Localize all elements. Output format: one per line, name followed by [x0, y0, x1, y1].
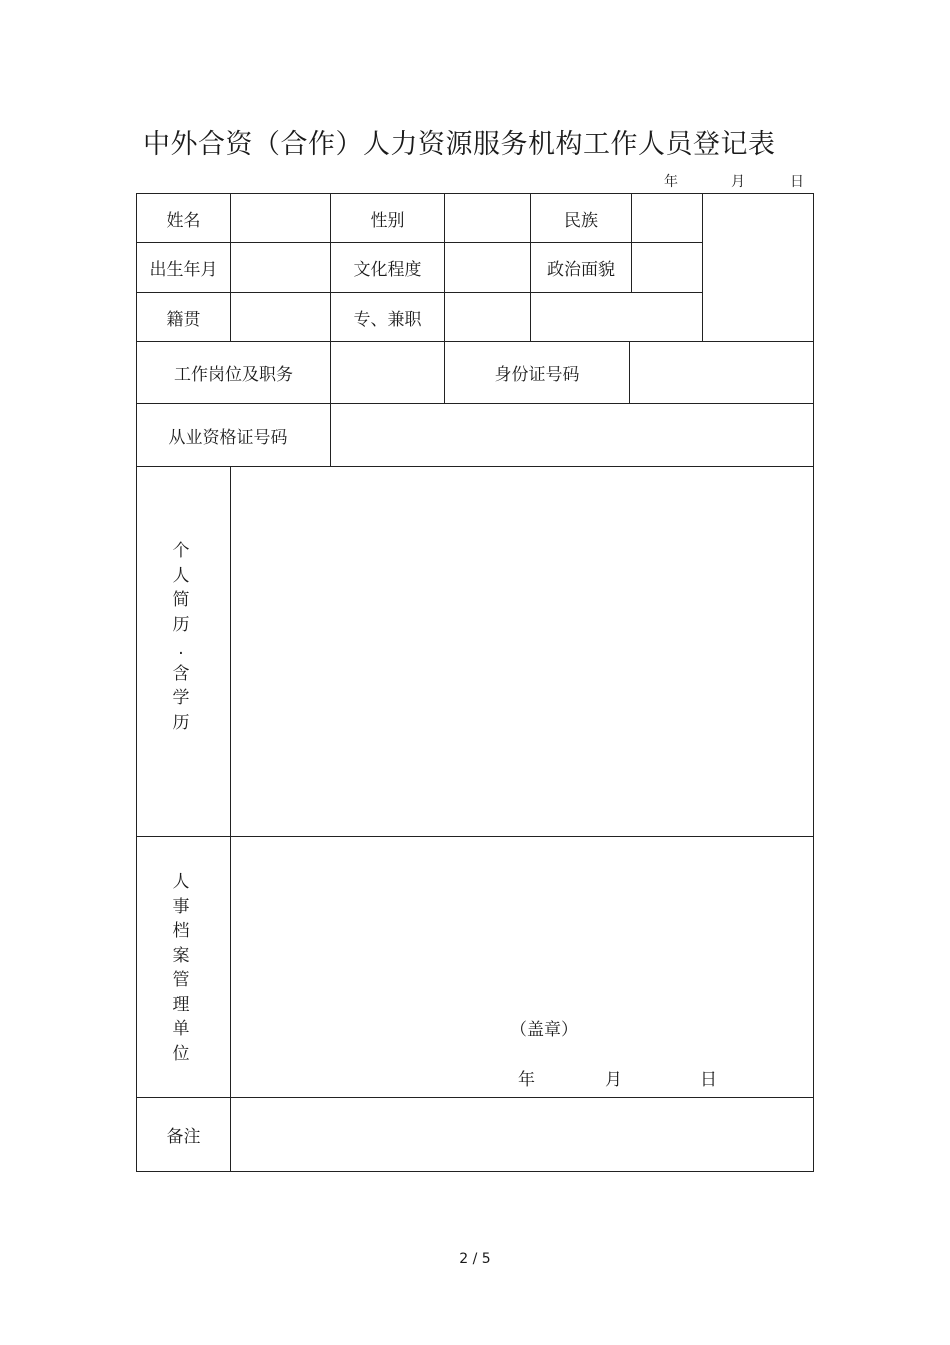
label-name: 姓名: [166, 210, 201, 231]
label-id-number: 身份证号码: [494, 365, 580, 385]
stamp-year: 年: [518, 1070, 535, 1090]
label-archive-unit: 人 事 档 案 管 理 单 位: [172, 872, 190, 1064]
label-resume: 个 人 简 历 . 含 学 历: [172, 541, 190, 733]
label-native-place: 籍贯: [166, 309, 201, 330]
employment-type-field[interactable]: [445, 293, 530, 341]
name-field[interactable]: [231, 194, 330, 242]
label-education-level: 文化程度: [353, 260, 422, 280]
label-remarks: 备注: [166, 1127, 201, 1147]
archive-unit-field[interactable]: [231, 837, 813, 1097]
label-birth: 出生年月: [149, 260, 218, 280]
header-year: 年: [664, 174, 678, 190]
label-gender: 性别: [370, 210, 405, 231]
political-status-field[interactable]: [632, 243, 702, 292]
id-number-field[interactable]: [630, 342, 813, 403]
stamp-day: 日: [700, 1070, 717, 1090]
resume-field[interactable]: [231, 467, 813, 836]
extra-field[interactable]: [531, 293, 702, 341]
remarks-field[interactable]: [231, 1098, 813, 1171]
label-employment-type: 专、兼职: [353, 309, 422, 330]
label-ethnicity: 民族: [564, 210, 598, 231]
gender-field[interactable]: [445, 194, 530, 242]
native-place-field[interactable]: [231, 293, 330, 341]
education-level-field[interactable]: [445, 243, 530, 292]
birth-field[interactable]: [231, 243, 330, 292]
photo-box[interactable]: [703, 194, 813, 341]
label-qualification-number: 从业资格证号码: [168, 427, 288, 448]
table-border-bottom: [136, 1171, 814, 1172]
header-day: 日: [790, 174, 804, 190]
label-political-status: 政治面貌: [547, 260, 615, 280]
label-position: 工作岗位及职务: [174, 365, 293, 385]
stamp-month: 月: [605, 1070, 622, 1090]
header-month: 月: [731, 174, 745, 190]
seal-text: （盖章）: [510, 1020, 578, 1040]
form-title: 中外合资（合作）人力资源服务机构工作人员登记表: [143, 129, 776, 160]
qualification-number-field[interactable]: [331, 404, 813, 466]
ethnicity-field[interactable]: [632, 194, 702, 242]
page-number: 2 / 5: [459, 1251, 491, 1267]
table-border-right: [813, 193, 814, 1172]
position-field[interactable]: [331, 342, 444, 403]
